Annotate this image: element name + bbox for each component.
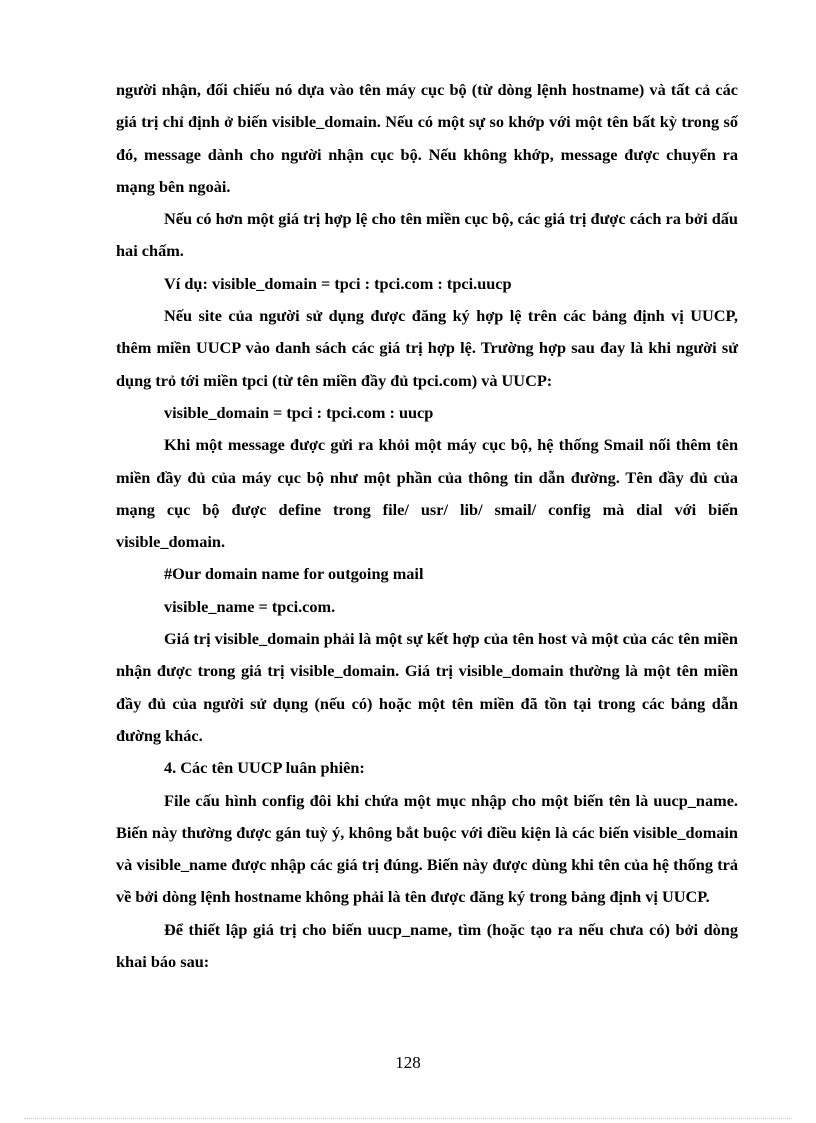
paragraph: Nếu site của người sử dụng được đăng ký hợp lệ trên các bảng định vị UUCP, thêm miền UUCP vào danh sách các giá trị hợp lệ. Trường hợp sau đay là khi người sử dụng trỏ tới miền tpci (từ tên miền đầy đủ tpci.com) và UUCP: (116, 306, 738, 390)
paragraph: Khi một message được gửi ra khỏi một máy cục bộ, hệ thống Smail nối thêm tên miền đầy đủ của máy cục bộ như một phần của thông tin dẫn đường. Tên đầy đủ của mạng cục bộ được define trong file/ usr/ lib/ smail/ config mà dial với biến visible_domain. (116, 435, 738, 552)
page-number: 128 (395, 1053, 421, 1072)
paragraph: Giá trị visible_domain phải là một sự kết hợp của tên host và một của các tên miền nhận được trong giá trị visible_domain. Giá trị visible_domain thường là một tên miền đầy đủ của người sử dụng (nếu có) hoặc một tên miền đã tồn tại trong các bảng dẫn đường khác. (116, 629, 738, 745)
example-line: Ví dụ: visible_domain = tpci : tpci.com : tpci.uucp (164, 273, 512, 293)
code-line: visible_name = tpci.com. (164, 596, 336, 616)
document-body (116, 74, 738, 978)
section-heading: 4. Các tên UUCP luân phiên: (164, 758, 365, 778)
paragraph: Nếu có hơn một giá trị hợp lệ cho tên miền cục bộ, các giá trị được cách ra bởi dấu hai chấm. (116, 209, 738, 261)
code-comment-line: #Our domain name for outgoing mail (164, 564, 424, 584)
paragraph: Để thiết lập giá trị cho biến uucp_name, tìm (hoặc tạo ra nếu chưa có) bởi dòng khai báo sau: (116, 919, 738, 972)
paragraph: người nhận, đối chiếu nó dựa vào tên máy cục bộ (từ dòng lệnh hostname) và tất cả các giá trị chỉ định ở biến visible_domain. Nếu có một sự so khớp với một tên bất kỳ trong số đó, message dành cho người nhận cục bộ. Nếu không khớp, message được chuyển ra mạng bên ngoài. (116, 80, 738, 196)
footer-divider (24, 1118, 792, 1119)
paragraph: File cấu hình config đôi khi chứa một mục nhập cho một biến tên là uucp_name. Biến này thường được gán tuỳ ý, không bắt buộc với điều kiện là các biến visible_domain và visible_name được nhập các giá trị đúng. Biến này được dùng khi tên của hệ thống trả về bởi dòng lệnh hostname không phải là tên được đăng ký trong bảng định vị UUCP. (116, 790, 738, 907)
code-line: visible_domain = tpci : tpci.com : uucp (164, 402, 434, 422)
